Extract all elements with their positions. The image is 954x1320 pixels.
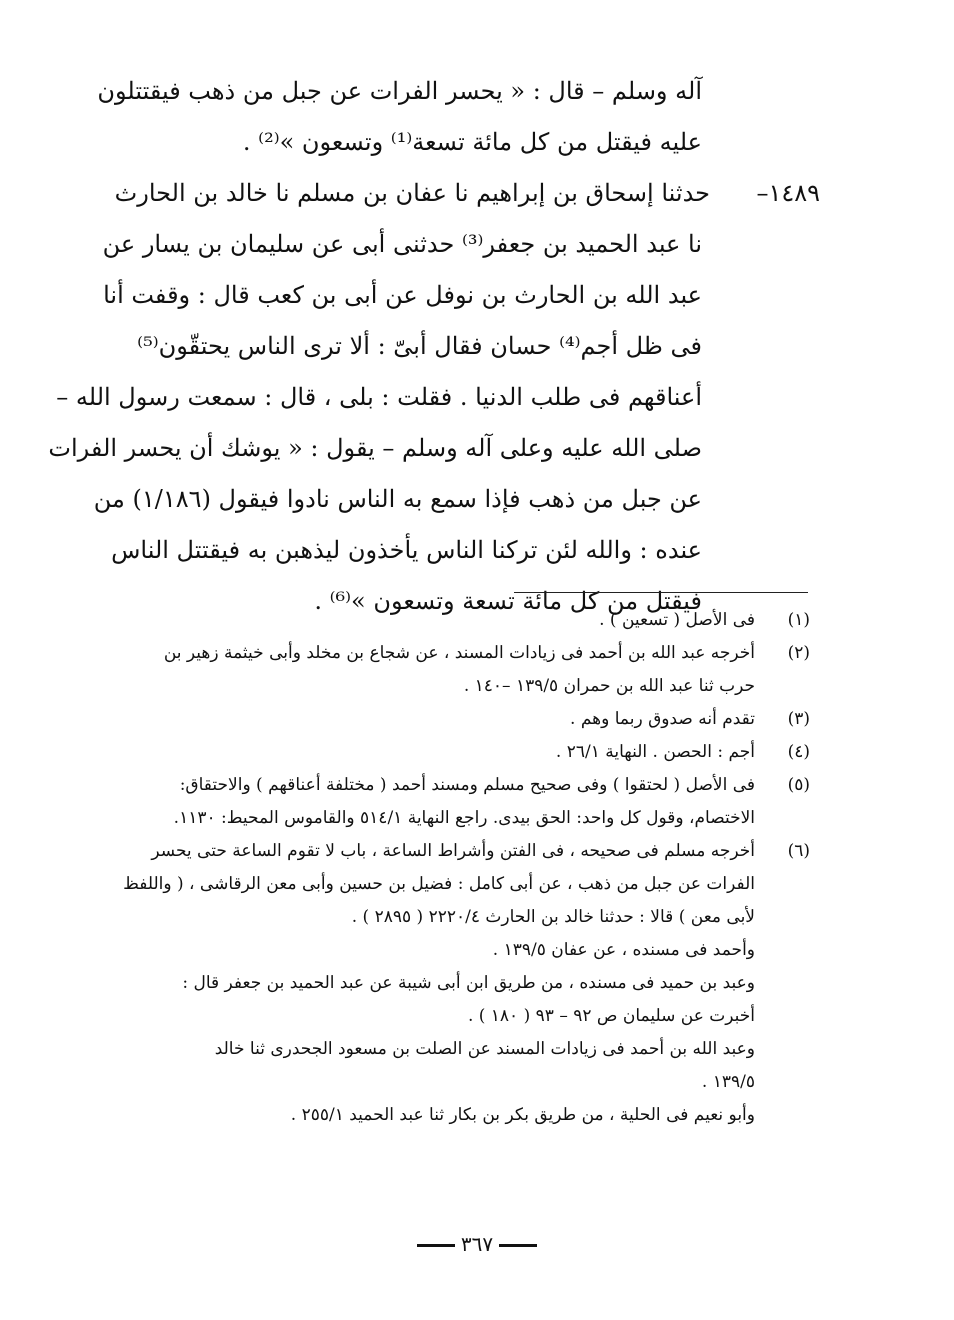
dash-decoration (499, 1244, 537, 1247)
text-line: عن جبل من ذهب فإذا سمع به الناس نادوا فيقول (١/١٨٦) من (93, 485, 702, 513)
footnote-2: (٢) أخرجه عبد الله بن أحمد فى زيادات المسند ، عن شجاع بن مخلد وأبى خيثمة زهير بن حرب ثنا عبد الله بن حمران ١٣٩/٥ –١٤٠ . (110, 637, 810, 703)
hadith-number: ١٤٨٩– (756, 179, 820, 207)
footnote-number: (٦) (787, 841, 810, 861)
footnote-5: (٥) فى الأصل ( لحتقوا ) وفى صحيح مسلم ومسند أحمد ( مختلفة أعناقهم ) والاحتقاق: الاختصام، وقول كل واحد: الحق بيدى. راجع النهاية ٥١٤/١ والقاموس المحيط: ١١٣٠. (110, 769, 810, 835)
text-line: عليه فيقتل من كل مائة تسعة⁽¹⁾ وتسعون »⁽²⁾ . (242, 128, 702, 156)
footnote-4: (٤) أجم : الحصن . النهاية ٢٦/١ . (110, 736, 810, 769)
text-line: آله وسلم – قال : « يحسر الفرات عن جبل من ذهب فيقتتلون (97, 77, 702, 105)
text-line: عبد الله بن الحارث بن نوفل عن أبى بن كعب قال : وقفت أنا (103, 281, 702, 309)
footnote-number: (٥) (787, 775, 810, 795)
footnotes (110, 604, 810, 1132)
footnote-continuation: وعبد بن حميد فى مسنده ، من طريق ابن أبى شيبة عن عبد الحميد بن جعفر قال : أخبرت عن سليمان ص ٩٢ – ٩٣ ( ١٨٠ ) . (182, 973, 755, 1026)
footnote-number: (١) (787, 610, 810, 630)
footnote-number: (٢) (787, 643, 810, 663)
footnote-6: (٦) أخرجه مسلم فى صحيحه ، فى الفتن وأشراط الساعة ، باب لا تقوم الساعة حتى يحسر الفرات عن جبل من ذهب ، عن أبى كامل : فضيل بن حسين وأبى معن الرقاشى ، ( واللفظ لأبى معن ) قالا : حدثنا خالد بن الحارث ٢٢٢٠/٤ ( ٢٨٩٥ ) . (110, 835, 810, 934)
text-line: فى ظل أجم⁽⁴⁾ حسان فقال أبىّ : ألا ترى الناس يحتقّون⁽⁵⁾ (137, 332, 702, 360)
hadith-first-line: ١٤٨٩–حدثنا إسحاق بن إبراهيم نا عفان بن مسلم نا خالد بن الحارث (110, 168, 820, 219)
main-text (48, 66, 820, 627)
footnote-continuation: وأحمد فى مسنده ، عن عفان ١٣٩/٥ . (492, 940, 755, 960)
page-number: ٣٦٧ (0, 1232, 954, 1256)
dash-decoration (417, 1244, 455, 1247)
footnote-separator (514, 592, 808, 593)
footnote-3: (٣) تقدم أنه صدوق ربما وهم . (110, 703, 810, 736)
text-line: نا عبد الحميد بن جعفر⁽³⁾ حدثنى أبى عن سليمان بن يسار عن (102, 230, 702, 258)
text-line: أعناقهم فى طلب الدنيا . فقلت : بلى ، قال : سمعت رسول الله – (56, 383, 702, 411)
footnote-continuation: وأبو نعيم فى الحلية ، من طريق بكر بن بكار ثنا عبد الحميد ٢٥٥/١ . (290, 1105, 755, 1125)
footnote-number: (٤) (787, 742, 810, 762)
footnote-number: (٣) (787, 709, 810, 729)
text-line: صلى الله عليه وعلى آله وسلم – يقول : « يوشك أن يحسر الفرات (48, 434, 702, 462)
text-line: عنده : والله لئن تركنا الناس يأخذون ليذهبن به فيقتتل الناس (111, 536, 702, 564)
text-line: فيقتل من كل مائة تسعة وتسعون »⁽⁶⁾ . (314, 587, 702, 615)
footnote-continuation: وعبد الله بن أحمد فى زيادات المسند عن الصلت بن مسعود الجحدرى ثنا خالد ١٣٩/٥ . (214, 1039, 755, 1092)
footnote-1: (١) فى الأصل ( تسعين ) . (110, 604, 810, 637)
